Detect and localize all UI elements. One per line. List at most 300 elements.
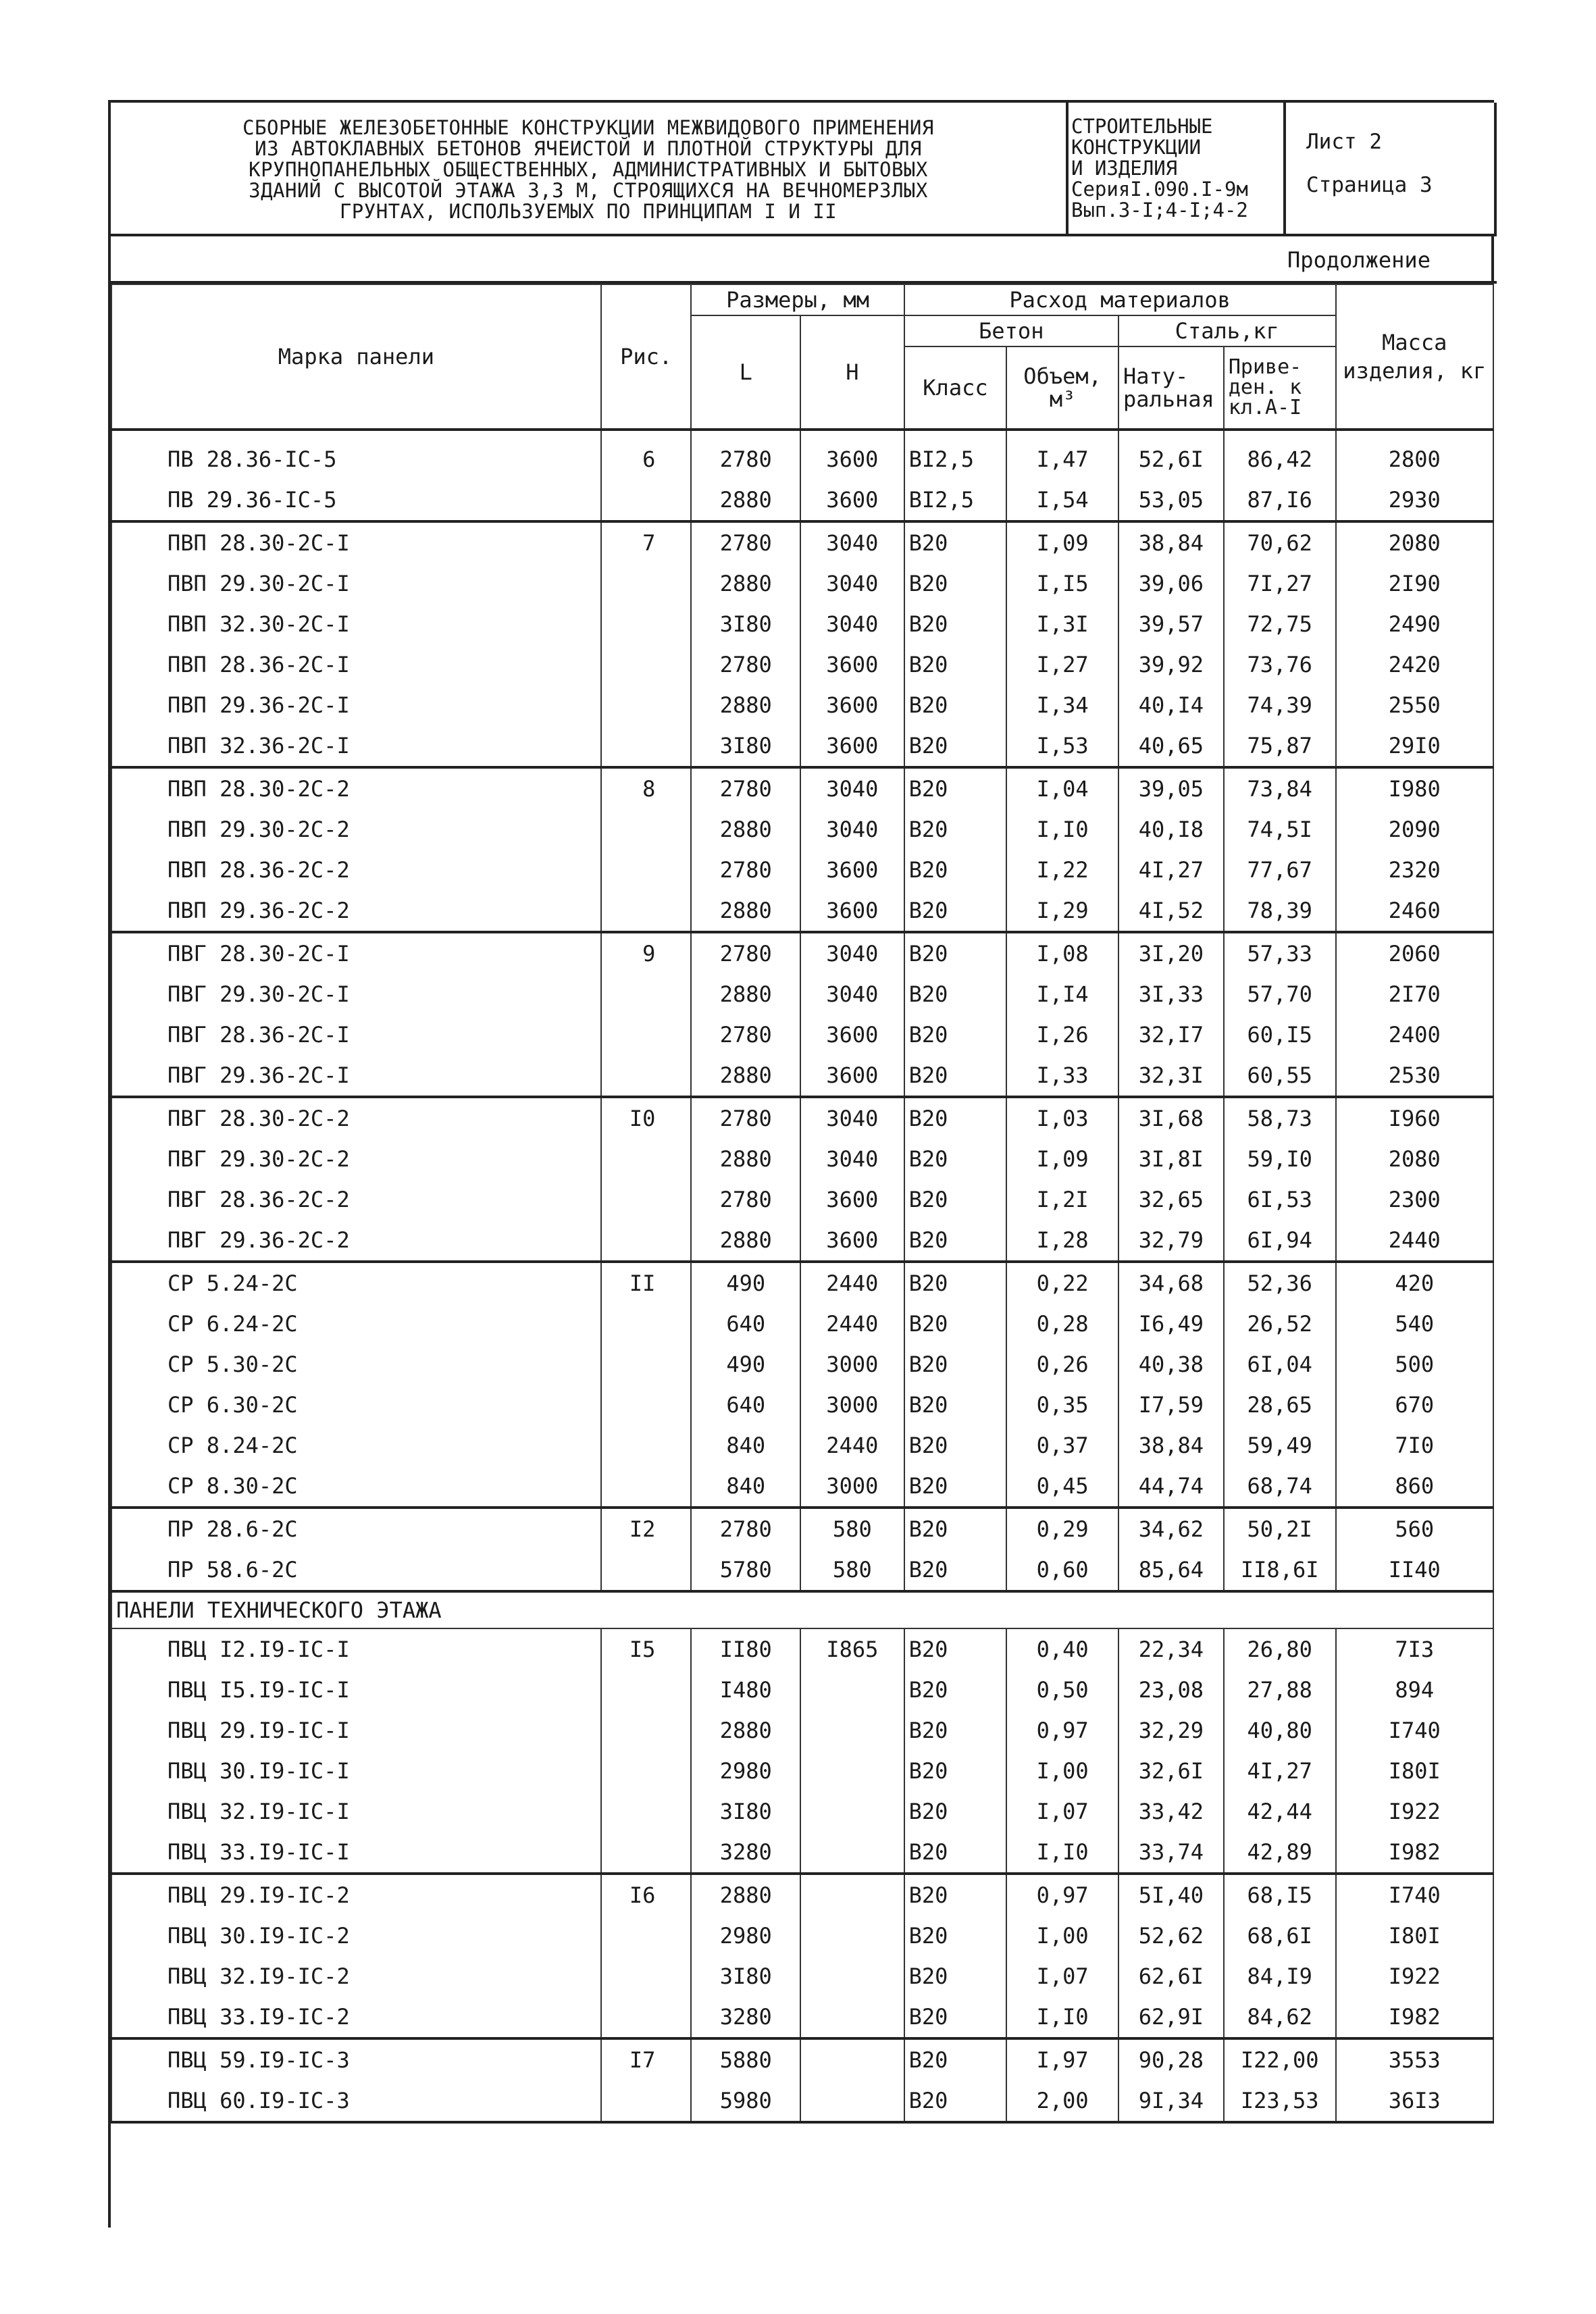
steel-reduced-kg: 72,75 bbox=[1224, 604, 1336, 644]
height-mm bbox=[800, 1916, 904, 1956]
figure-number bbox=[601, 1179, 692, 1220]
figure-number bbox=[601, 1997, 692, 2038]
mass-kg: 2060 bbox=[1336, 932, 1493, 974]
height-mm bbox=[800, 2038, 904, 2080]
mass-kg: 2080 bbox=[1336, 1139, 1493, 1179]
concrete-volume: I,09 bbox=[1006, 521, 1118, 563]
concrete-class: B20 bbox=[904, 1262, 1007, 1304]
concrete-class: B20 bbox=[904, 685, 1007, 725]
steel-natural-kg: 5I,40 bbox=[1118, 1874, 1224, 1916]
panel-mark: ПВЦ 33.I9-IС-2 bbox=[111, 1997, 601, 2038]
panel-mark: ПВГ 28.36-2С-2 bbox=[111, 1179, 601, 1220]
steel-natural-kg: 52,6I bbox=[1118, 430, 1224, 480]
steel-natural-kg: 32,29 bbox=[1118, 1710, 1224, 1751]
concrete-volume: 0,35 bbox=[1006, 1385, 1118, 1425]
mass-kg: 2080 bbox=[1336, 521, 1493, 563]
col-mass: Масса изделия, кг bbox=[1336, 284, 1493, 430]
steel-reduced-kg: 59,49 bbox=[1224, 1425, 1336, 1466]
figure-number: 7 bbox=[601, 521, 692, 563]
table-row bbox=[111, 932, 1493, 974]
concrete-class: B20 bbox=[904, 1791, 1007, 1832]
col-volume: Объем, м³ bbox=[1006, 346, 1118, 430]
length-mm: 2780 bbox=[691, 1179, 800, 1220]
steel-reduced-kg: 50,2I bbox=[1224, 1508, 1336, 1549]
length-mm: 2780 bbox=[691, 1508, 800, 1549]
height-mm: 3040 bbox=[800, 1139, 904, 1179]
length-mm: 2780 bbox=[691, 644, 800, 685]
concrete-volume: I,26 bbox=[1006, 1014, 1118, 1055]
steel-reduced-kg: 70,62 bbox=[1224, 521, 1336, 563]
panel-mark: ПВГ 28.30-2С-2 bbox=[111, 1097, 601, 1139]
steel-natural-kg: 3I,20 bbox=[1118, 932, 1224, 974]
table-row bbox=[111, 850, 1493, 890]
panel-mark: ПВ 29.36-IС-5 bbox=[111, 480, 601, 521]
table-row bbox=[111, 430, 1493, 480]
length-mm: 840 bbox=[691, 1466, 800, 1508]
concrete-volume: 0,97 bbox=[1006, 1874, 1118, 1916]
concrete-volume: I,03 bbox=[1006, 1097, 1118, 1139]
height-mm: 3600 bbox=[800, 430, 904, 480]
steel-natural-kg: 40,65 bbox=[1118, 725, 1224, 767]
table-row bbox=[111, 604, 1493, 644]
height-mm: 3600 bbox=[800, 725, 904, 767]
concrete-class: B20 bbox=[904, 1304, 1007, 1344]
panel-mark: ПВГ 29.36-2С-2 bbox=[111, 1220, 601, 1262]
concrete-volume: I,I0 bbox=[1006, 1997, 1118, 2038]
panel-mark: ПВЦ 32.I9-IС-2 bbox=[111, 1956, 601, 1997]
steel-reduced-kg: 86,42 bbox=[1224, 430, 1336, 480]
height-mm: 3000 bbox=[800, 1466, 904, 1508]
length-mm: 2880 bbox=[691, 685, 800, 725]
mass-kg: 420 bbox=[1336, 1262, 1493, 1304]
concrete-class: B20 bbox=[904, 1997, 1007, 2038]
length-mm: 840 bbox=[691, 1425, 800, 1466]
mass-kg: 2530 bbox=[1336, 1055, 1493, 1097]
mass-kg: 2550 bbox=[1336, 685, 1493, 725]
panel-mark: ПВГ 28.36-2С-I bbox=[111, 1014, 601, 1055]
figure-number bbox=[601, 1832, 692, 1874]
figure-number bbox=[601, 563, 692, 604]
figure-number: I0 bbox=[601, 1097, 692, 1139]
height-mm: 3600 bbox=[800, 1014, 904, 1055]
panel-mark: ПР 28.6-2С bbox=[111, 1508, 601, 1549]
figure-number bbox=[601, 974, 692, 1014]
height-mm bbox=[800, 2080, 904, 2122]
steel-reduced-kg: 42,89 bbox=[1224, 1832, 1336, 1874]
mass-kg: I922 bbox=[1336, 1956, 1493, 1997]
steel-reduced-kg: 84,62 bbox=[1224, 1997, 1336, 2038]
col-steel-natural: Нату- ральная bbox=[1118, 346, 1224, 430]
table-row bbox=[111, 1304, 1493, 1344]
figure-number bbox=[601, 1670, 692, 1710]
mass-kg: 2I90 bbox=[1336, 563, 1493, 604]
length-mm: 5780 bbox=[691, 1549, 800, 1591]
concrete-volume: I,27 bbox=[1006, 644, 1118, 685]
steel-reduced-kg: 73,76 bbox=[1224, 644, 1336, 685]
concrete-class: B20 bbox=[904, 1139, 1007, 1179]
mass-kg: 500 bbox=[1336, 1344, 1493, 1385]
panel-mark: ПВП 28.36-2С-I bbox=[111, 644, 601, 685]
length-mm: 3I80 bbox=[691, 1956, 800, 1997]
figure-number bbox=[601, 2080, 692, 2122]
concrete-volume: I,04 bbox=[1006, 767, 1118, 809]
steel-reduced-kg: 75,87 bbox=[1224, 725, 1336, 767]
height-mm: 3600 bbox=[800, 480, 904, 521]
steel-natural-kg: 34,68 bbox=[1118, 1262, 1224, 1304]
concrete-volume: I,53 bbox=[1006, 725, 1118, 767]
mass-kg: 860 bbox=[1336, 1466, 1493, 1508]
mass-kg: I980 bbox=[1336, 767, 1493, 809]
panel-mark: СР 6.30-2С bbox=[111, 1385, 601, 1425]
length-mm: 640 bbox=[691, 1304, 800, 1344]
height-mm: 2440 bbox=[800, 1304, 904, 1344]
height-mm: 580 bbox=[800, 1549, 904, 1591]
title-line: СБОРНЫЕ ЖЕЛЕЗОБЕТОННЫЕ КОНСТРУКЦИИ МЕЖВИДОВОГО ПРИМЕНЕНИЯ bbox=[242, 116, 934, 139]
steel-reduced-kg: 57,70 bbox=[1224, 974, 1336, 1014]
series-info bbox=[1069, 103, 1286, 234]
length-mm: 5880 bbox=[691, 2038, 800, 2080]
mass-kg: 894 bbox=[1336, 1670, 1493, 1710]
length-mm: 3280 bbox=[691, 1997, 800, 2038]
length-mm: 3I80 bbox=[691, 604, 800, 644]
figure-number bbox=[601, 725, 692, 767]
series-line: И ИЗДЕЛИЯ bbox=[1071, 157, 1178, 180]
concrete-class: B20 bbox=[904, 1916, 1007, 1956]
table-row bbox=[111, 1097, 1493, 1139]
table-body bbox=[111, 430, 1493, 2122]
concrete-class: B20 bbox=[904, 767, 1007, 809]
table-row bbox=[111, 1874, 1493, 1916]
page-number: Страница 3 bbox=[1306, 173, 1433, 197]
col-fig: Рис. bbox=[601, 284, 692, 430]
height-mm bbox=[800, 1670, 904, 1710]
figure-number: I5 bbox=[601, 1628, 692, 1670]
mass-kg: 2930 bbox=[1336, 480, 1493, 521]
panel-mark: ПВЦ 29.I9-IС-2 bbox=[111, 1874, 601, 1916]
series-line: СерияI.090.I-9м bbox=[1071, 178, 1248, 201]
concrete-class: B20 bbox=[904, 1710, 1007, 1751]
concrete-volume: I,I0 bbox=[1006, 1832, 1118, 1874]
panel-mark: ПВ 28.36-IС-5 bbox=[111, 430, 601, 480]
steel-reduced-kg: 42,44 bbox=[1224, 1791, 1336, 1832]
height-mm: 2440 bbox=[800, 1262, 904, 1304]
steel-natural-kg: I7,59 bbox=[1118, 1385, 1224, 1425]
sheet-info bbox=[1286, 103, 1497, 234]
length-mm: 2880 bbox=[691, 1139, 800, 1179]
length-mm: 2980 bbox=[691, 1916, 800, 1956]
figure-number bbox=[601, 1466, 692, 1508]
figure-number bbox=[601, 480, 692, 521]
concrete-class: B20 bbox=[904, 604, 1007, 644]
height-mm: 3040 bbox=[800, 604, 904, 644]
table-row bbox=[111, 2080, 1493, 2122]
concrete-class: B20 bbox=[904, 2038, 1007, 2080]
concrete-volume: I,09 bbox=[1006, 1139, 1118, 1179]
steel-reduced-kg: 59,I0 bbox=[1224, 1139, 1336, 1179]
concrete-class: B20 bbox=[904, 644, 1007, 685]
concrete-class: B20 bbox=[904, 1344, 1007, 1385]
table-row bbox=[111, 1014, 1493, 1055]
concrete-volume: I,47 bbox=[1006, 430, 1118, 480]
table-row bbox=[111, 1508, 1493, 1549]
col-length: L bbox=[691, 315, 800, 430]
panel-mark: ПВП 28.30-2С-I bbox=[111, 521, 601, 563]
length-mm: 2880 bbox=[691, 1710, 800, 1751]
series-line: Вып.3-I;4-I;4-2 bbox=[1071, 199, 1248, 222]
table-row bbox=[111, 1262, 1493, 1304]
figure-number bbox=[601, 1751, 692, 1791]
mass-kg: 36I3 bbox=[1336, 2080, 1493, 2122]
length-mm: 2880 bbox=[691, 1055, 800, 1097]
steel-reduced-kg: 40,80 bbox=[1224, 1710, 1336, 1751]
steel-natural-kg: 90,28 bbox=[1118, 2038, 1224, 2080]
panel-mark: СР 6.24-2С bbox=[111, 1304, 601, 1344]
figure-number bbox=[601, 604, 692, 644]
height-mm bbox=[800, 1710, 904, 1751]
mass-kg: 2440 bbox=[1336, 1220, 1493, 1262]
figure-number: 9 bbox=[601, 932, 692, 974]
steel-reduced-kg: 84,I9 bbox=[1224, 1956, 1336, 1997]
figure-number bbox=[601, 1385, 692, 1425]
length-mm: 2880 bbox=[691, 563, 800, 604]
table-row bbox=[111, 1670, 1493, 1710]
concrete-volume: I,22 bbox=[1006, 850, 1118, 890]
length-mm: 5980 bbox=[691, 2080, 800, 2122]
concrete-class: B20 bbox=[904, 809, 1007, 850]
table-row bbox=[111, 1385, 1493, 1425]
figure-number bbox=[601, 644, 692, 685]
concrete-class: B20 bbox=[904, 563, 1007, 604]
height-mm: 580 bbox=[800, 1508, 904, 1549]
figure-number bbox=[601, 1139, 692, 1179]
concrete-volume: I,07 bbox=[1006, 1956, 1118, 1997]
steel-natural-kg: 3I,8I bbox=[1118, 1139, 1224, 1179]
figure-number bbox=[601, 1916, 692, 1956]
steel-reduced-kg: I22,00 bbox=[1224, 2038, 1336, 2080]
steel-natural-kg: 3I,68 bbox=[1118, 1097, 1224, 1139]
steel-reduced-kg: 6I,94 bbox=[1224, 1220, 1336, 1262]
panel-mark: ПВГ 29.36-2С-I bbox=[111, 1055, 601, 1097]
panel-mark: СР 5.30-2С bbox=[111, 1344, 601, 1385]
panel-mark: ПВЦ 30.I9-IС-2 bbox=[111, 1916, 601, 1956]
table-row bbox=[111, 1751, 1493, 1791]
col-height: H bbox=[800, 315, 904, 430]
document-sheet bbox=[108, 100, 1494, 2228]
mass-kg: 560 bbox=[1336, 1508, 1493, 1549]
mass-kg: 2420 bbox=[1336, 644, 1493, 685]
steel-natural-kg: 40,I4 bbox=[1118, 685, 1224, 725]
mass-kg: I740 bbox=[1336, 1710, 1493, 1751]
concrete-volume: I,3I bbox=[1006, 604, 1118, 644]
table-row bbox=[111, 1628, 1493, 1670]
height-mm bbox=[800, 1956, 904, 1997]
figure-number: II bbox=[601, 1262, 692, 1304]
panel-mark: ПВП 28.36-2С-2 bbox=[111, 850, 601, 890]
height-mm: 3040 bbox=[800, 767, 904, 809]
length-mm: 640 bbox=[691, 1385, 800, 1425]
steel-reduced-kg: 68,74 bbox=[1224, 1466, 1336, 1508]
steel-natural-kg: 32,6I bbox=[1118, 1751, 1224, 1791]
table-row bbox=[111, 1956, 1493, 1997]
concrete-class: B20 bbox=[904, 1014, 1007, 1055]
steel-reduced-kg: 73,84 bbox=[1224, 767, 1336, 809]
concrete-volume: I,I5 bbox=[1006, 563, 1118, 604]
concrete-class: B20 bbox=[904, 2080, 1007, 2122]
mass-kg: 7I3 bbox=[1336, 1628, 1493, 1670]
height-mm: 3600 bbox=[800, 890, 904, 932]
length-mm: 2780 bbox=[691, 932, 800, 974]
table-row bbox=[111, 890, 1493, 932]
panel-mark: ПВЦ 32.I9-IС-I bbox=[111, 1791, 601, 1832]
concrete-class: B20 bbox=[904, 1385, 1007, 1425]
table-row bbox=[111, 767, 1493, 809]
concrete-class: BI2,5 bbox=[904, 430, 1007, 480]
height-mm: I865 bbox=[800, 1628, 904, 1670]
steel-natural-kg: 32,65 bbox=[1118, 1179, 1224, 1220]
concrete-class: B20 bbox=[904, 1508, 1007, 1549]
length-mm: 2780 bbox=[691, 521, 800, 563]
title-line: ЗДАНИЙ С ВЫСОТОЙ ЭТАЖА 3,3 М, СТРОЯЩИХСЯ НА ВЕЧНОМЕРЗЛЫХ bbox=[249, 179, 928, 202]
figure-number bbox=[601, 1710, 692, 1751]
mass-kg: I80I bbox=[1336, 1751, 1493, 1791]
steel-natural-kg: 44,74 bbox=[1118, 1466, 1224, 1508]
table-row bbox=[111, 1344, 1493, 1385]
concrete-class: B20 bbox=[904, 521, 1007, 563]
concrete-class: B20 bbox=[904, 1628, 1007, 1670]
concrete-class: B20 bbox=[904, 1220, 1007, 1262]
mass-kg: I740 bbox=[1336, 1874, 1493, 1916]
height-mm bbox=[800, 1751, 904, 1791]
length-mm: 2780 bbox=[691, 430, 800, 480]
panel-mark: ПВЦ 29.I9-IС-I bbox=[111, 1710, 601, 1751]
concrete-volume: 0,28 bbox=[1006, 1304, 1118, 1344]
panel-mark: ПВП 32.36-2С-I bbox=[111, 725, 601, 767]
title-line: ГРУНТАХ, ИСПОЛЬЗУЕМЫХ ПО ПРИНЦИПАМ I И II bbox=[339, 200, 838, 223]
concrete-class: B20 bbox=[904, 1179, 1007, 1220]
concrete-volume: I,I0 bbox=[1006, 809, 1118, 850]
figure-number bbox=[601, 1344, 692, 1385]
mass-kg: 670 bbox=[1336, 1385, 1493, 1425]
table-row bbox=[111, 1710, 1493, 1751]
col-materials: Расход материалов bbox=[904, 284, 1336, 315]
length-mm: I480 bbox=[691, 1670, 800, 1710]
mass-kg: 2I70 bbox=[1336, 974, 1493, 1014]
length-mm: 490 bbox=[691, 1344, 800, 1385]
table-row bbox=[111, 521, 1493, 563]
height-mm: 3600 bbox=[800, 685, 904, 725]
steel-natural-kg: 40,38 bbox=[1118, 1344, 1224, 1385]
figure-number bbox=[601, 1425, 692, 1466]
length-mm: 3280 bbox=[691, 1832, 800, 1874]
figure-number bbox=[601, 1956, 692, 1997]
steel-natural-kg: 38,84 bbox=[1118, 1425, 1224, 1466]
panel-mark: ПВП 29.36-2С-2 bbox=[111, 890, 601, 932]
table-row bbox=[111, 1139, 1493, 1179]
series-line: СТРОИТЕЛЬНЫЕ bbox=[1071, 115, 1213, 138]
mass-kg: 2320 bbox=[1336, 850, 1493, 890]
title-block bbox=[111, 103, 1497, 236]
concrete-volume: I,08 bbox=[1006, 932, 1118, 974]
concrete-volume: I,I4 bbox=[1006, 974, 1118, 1014]
mass-kg: 29I0 bbox=[1336, 725, 1493, 767]
mass-kg: I982 bbox=[1336, 1832, 1493, 1874]
table-row bbox=[111, 809, 1493, 850]
concrete-class: B20 bbox=[904, 1549, 1007, 1591]
document-title bbox=[111, 103, 1069, 234]
height-mm bbox=[800, 1874, 904, 1916]
concrete-volume: 0,37 bbox=[1006, 1425, 1118, 1466]
height-mm: 3040 bbox=[800, 563, 904, 604]
concrete-volume: I,29 bbox=[1006, 890, 1118, 932]
concrete-class: B20 bbox=[904, 1956, 1007, 1997]
steel-natural-kg: 34,62 bbox=[1118, 1508, 1224, 1549]
steel-reduced-kg: I23,53 bbox=[1224, 2080, 1336, 2122]
table-row bbox=[111, 725, 1493, 767]
figure-number: I2 bbox=[601, 1508, 692, 1549]
materials-table bbox=[111, 284, 1494, 2124]
steel-reduced-kg: 26,52 bbox=[1224, 1304, 1336, 1344]
height-mm: 3600 bbox=[800, 644, 904, 685]
concrete-class: BI2,5 bbox=[904, 480, 1007, 521]
col-steel: Сталь,кг bbox=[1118, 315, 1336, 346]
section-title: ПАНЕЛИ ТЕХНИЧЕСКОГО ЭТАЖА bbox=[111, 1591, 1493, 1628]
steel-reduced-kg: 68,6I bbox=[1224, 1916, 1336, 1956]
title-line: ИЗ АВТОКЛАВНЫХ БЕТОНОВ ЯЧЕИСТОЙ И ПЛОТНОЙ СТРУКТУРЫ ДЛЯ bbox=[255, 137, 922, 160]
height-mm: 3040 bbox=[800, 1097, 904, 1139]
panel-mark: СР 8.24-2С bbox=[111, 1425, 601, 1466]
panel-mark: ПВП 32.30-2С-I bbox=[111, 604, 601, 644]
panel-mark: ПВП 28.30-2С-2 bbox=[111, 767, 601, 809]
steel-natural-kg: 23,08 bbox=[1118, 1670, 1224, 1710]
steel-reduced-kg: 26,80 bbox=[1224, 1628, 1336, 1670]
concrete-class: B20 bbox=[904, 1466, 1007, 1508]
height-mm: 3040 bbox=[800, 932, 904, 974]
panel-mark: ПВЦ 59.I9-IС-3 bbox=[111, 2038, 601, 2080]
panel-mark: ПВЦ 33.I9-IС-I bbox=[111, 1832, 601, 1874]
concrete-volume: I,97 bbox=[1006, 2038, 1118, 2080]
table-row bbox=[111, 1179, 1493, 1220]
concrete-volume: I,28 bbox=[1006, 1220, 1118, 1262]
table-row bbox=[111, 1220, 1493, 1262]
mass-kg: 2490 bbox=[1336, 604, 1493, 644]
steel-natural-kg: 9I,34 bbox=[1118, 2080, 1224, 2122]
length-mm: 2880 bbox=[691, 974, 800, 1014]
length-mm: 2880 bbox=[691, 480, 800, 521]
panel-mark: ПВЦ I5.I9-IС-I bbox=[111, 1670, 601, 1710]
table-row bbox=[111, 1466, 1493, 1508]
steel-natural-kg: I6,49 bbox=[1118, 1304, 1224, 1344]
figure-number bbox=[601, 809, 692, 850]
panel-mark: СР 8.30-2С bbox=[111, 1466, 601, 1508]
steel-natural-kg: 33,42 bbox=[1118, 1791, 1224, 1832]
concrete-class: B20 bbox=[904, 1874, 1007, 1916]
figure-number bbox=[601, 1549, 692, 1591]
section-row bbox=[111, 1591, 1493, 1628]
table-row bbox=[111, 1997, 1493, 2038]
mass-kg: I982 bbox=[1336, 1997, 1493, 2038]
table-row bbox=[111, 974, 1493, 1014]
steel-reduced-kg: 74,39 bbox=[1224, 685, 1336, 725]
concrete-class: B20 bbox=[904, 850, 1007, 890]
concrete-class: B20 bbox=[904, 725, 1007, 767]
mass-kg: II40 bbox=[1336, 1549, 1493, 1591]
steel-natural-kg: 52,62 bbox=[1118, 1916, 1224, 1956]
length-mm: II80 bbox=[691, 1628, 800, 1670]
figure-number bbox=[601, 1791, 692, 1832]
concrete-volume: 0,60 bbox=[1006, 1549, 1118, 1591]
series-line: КОНСТРУКЦИИ bbox=[1071, 136, 1202, 159]
panel-mark: ПВГ 29.30-2С-I bbox=[111, 974, 601, 1014]
